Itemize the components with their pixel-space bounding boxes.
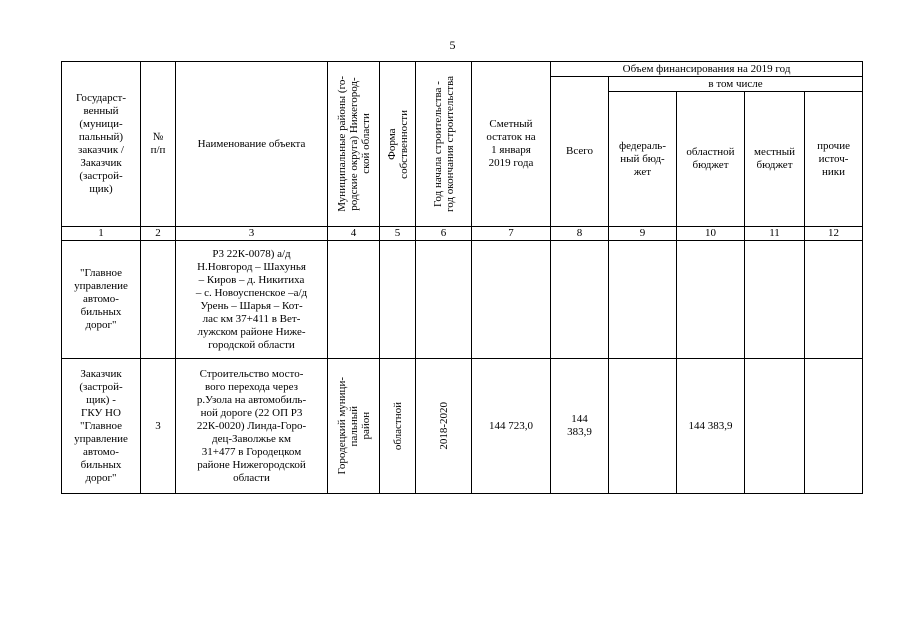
column-number: 3 (176, 227, 328, 241)
header-estimated-balance: Сметный остаток на 1 января 2019 года (472, 62, 551, 227)
cell-total (551, 241, 609, 359)
column-number: 6 (416, 227, 472, 241)
cell-regional (677, 241, 745, 359)
header-customer: Государст- венный (муници- пальный) заказчик / Заказчик (застрой- щик) (62, 62, 141, 227)
header-local: местный бюджет (745, 92, 805, 227)
cell-customer: "Главное управление автомо- бильных дорог" (62, 241, 141, 359)
cell-municipal-district (328, 241, 380, 359)
header-financing-volume: Объем финансирования на 2019 год (551, 62, 863, 77)
header-row-1 (62, 62, 863, 77)
column-number: 4 (328, 227, 380, 241)
header-including: в том числе (609, 77, 863, 92)
table-row (62, 359, 863, 494)
column-number: 12 (805, 227, 863, 241)
header-regional: областной бюджет (677, 92, 745, 227)
cell-estimated-balance (472, 241, 551, 359)
header-other: прочие источ- ники (805, 92, 863, 227)
table-row (62, 241, 863, 359)
column-number: 8 (551, 227, 609, 241)
header-federal: федераль- ный бюд- жет (609, 92, 677, 227)
column-number: 5 (380, 227, 416, 241)
page-number: 5 (449, 38, 456, 52)
header-number: № п/п (141, 62, 176, 227)
cell-federal (609, 359, 677, 494)
cell-ownership (380, 241, 416, 359)
cell-municipal-district: Городецкий муници- пальный район (328, 359, 380, 494)
cell-other (805, 359, 863, 494)
header-object-name: Наименование объекта (176, 62, 328, 227)
cell-object-name: Строительство мосто- вого перехода через р.Узола на автомобиль- ной дороге (22 ОП Р3 22К-0020) Линда-Горо- дец-Заволжье км 31+477 в Городецком районе Нижегородской области (176, 359, 328, 494)
cell-local (745, 359, 805, 494)
cell-federal (609, 241, 677, 359)
column-number: 11 (745, 227, 805, 241)
cell-local (745, 241, 805, 359)
column-number: 9 (609, 227, 677, 241)
cell-estimated-balance: 144 723,0 (472, 359, 551, 494)
column-number: 7 (472, 227, 551, 241)
header-total: Всего (551, 77, 609, 227)
header-municipal-districts: Муниципальные районы (го- родские округа) Нижегород- ской области (328, 62, 380, 227)
header-years: Год начала строительства - год окончания строительства (416, 62, 472, 227)
cell-ownership: областной (380, 359, 416, 494)
cell-number (141, 241, 176, 359)
header-ownership: Форма собственности (380, 62, 416, 227)
cell-years (416, 241, 472, 359)
cell-regional: 144 383,9 (677, 359, 745, 494)
cell-years: 2018-2020 (416, 359, 472, 494)
column-numbers-row (62, 227, 863, 241)
cell-total: 144 383,9 (551, 359, 609, 494)
column-number: 2 (141, 227, 176, 241)
column-number: 10 (677, 227, 745, 241)
cell-other (805, 241, 863, 359)
cell-customer: Заказчик (застрой- щик) - ГКУ НО "Главное управление автомо- бильных дорог" (62, 359, 141, 494)
cell-number: 3 (141, 359, 176, 494)
column-number: 1 (62, 227, 141, 241)
cell-object-name: Р3 22К-0078) а/д Н.Новгород – Шахунья – Киров – д. Никитиха – с. Новоуспенское –а/д Урень – Шарья – Кот- лас км 37+411 в Вет- лужском районе Ниже- городской области (176, 241, 328, 359)
financing-table (61, 61, 863, 494)
